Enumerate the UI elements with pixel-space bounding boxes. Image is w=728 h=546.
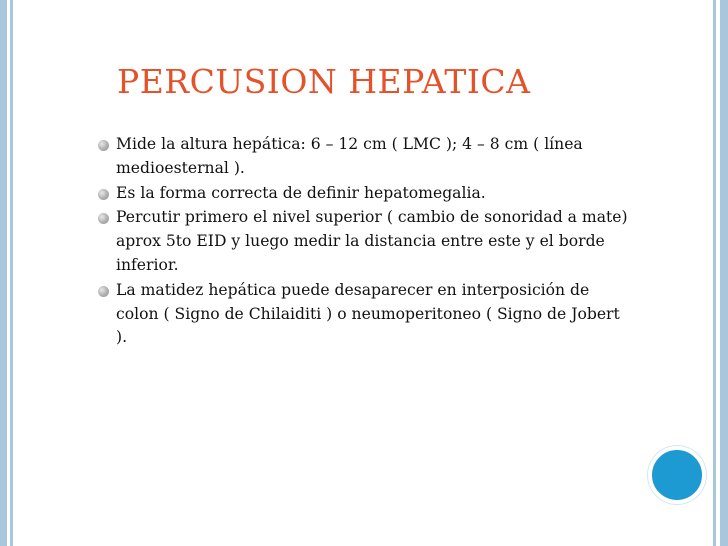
bullet-text: Mide la altura hepática: 6 – 12 cm ( LMC ); 4 – 8 cm ( línea medioesternal ). — [116, 135, 583, 177]
left-border-line — [10, 0, 13, 546]
bullet-text: Es la forma correcta de definir hepatomegalia. — [116, 183, 486, 202]
bullet-text: Percutir primero el nivel superior ( cambio de sonoridad a mate) aprox 5to EID y luego medir la distancia entre este y el borde inferior. — [116, 208, 628, 274]
bullet-list — [98, 133, 628, 351]
bullet-dot-icon — [98, 213, 109, 224]
bullet-item — [98, 206, 628, 277]
bullet-item — [98, 182, 628, 206]
right-border-bar — [720, 0, 728, 546]
bullet-dot-icon — [98, 140, 109, 151]
right-border-line — [713, 0, 716, 546]
slide-title: PERCUSION HEPATICA — [117, 62, 531, 101]
bullet-dot-icon — [98, 189, 109, 200]
bullet-item — [98, 279, 628, 350]
bullet-item — [98, 133, 628, 181]
left-border-bar — [0, 0, 7, 546]
accent-circle-icon — [648, 446, 706, 504]
bullet-dot-icon — [98, 286, 109, 297]
bullet-text: La matidez hepática puede desaparecer en interposición de colon ( Signo de Chilaiditi ) o neumoperitoneo ( Signo de Jobert ). — [116, 280, 620, 347]
